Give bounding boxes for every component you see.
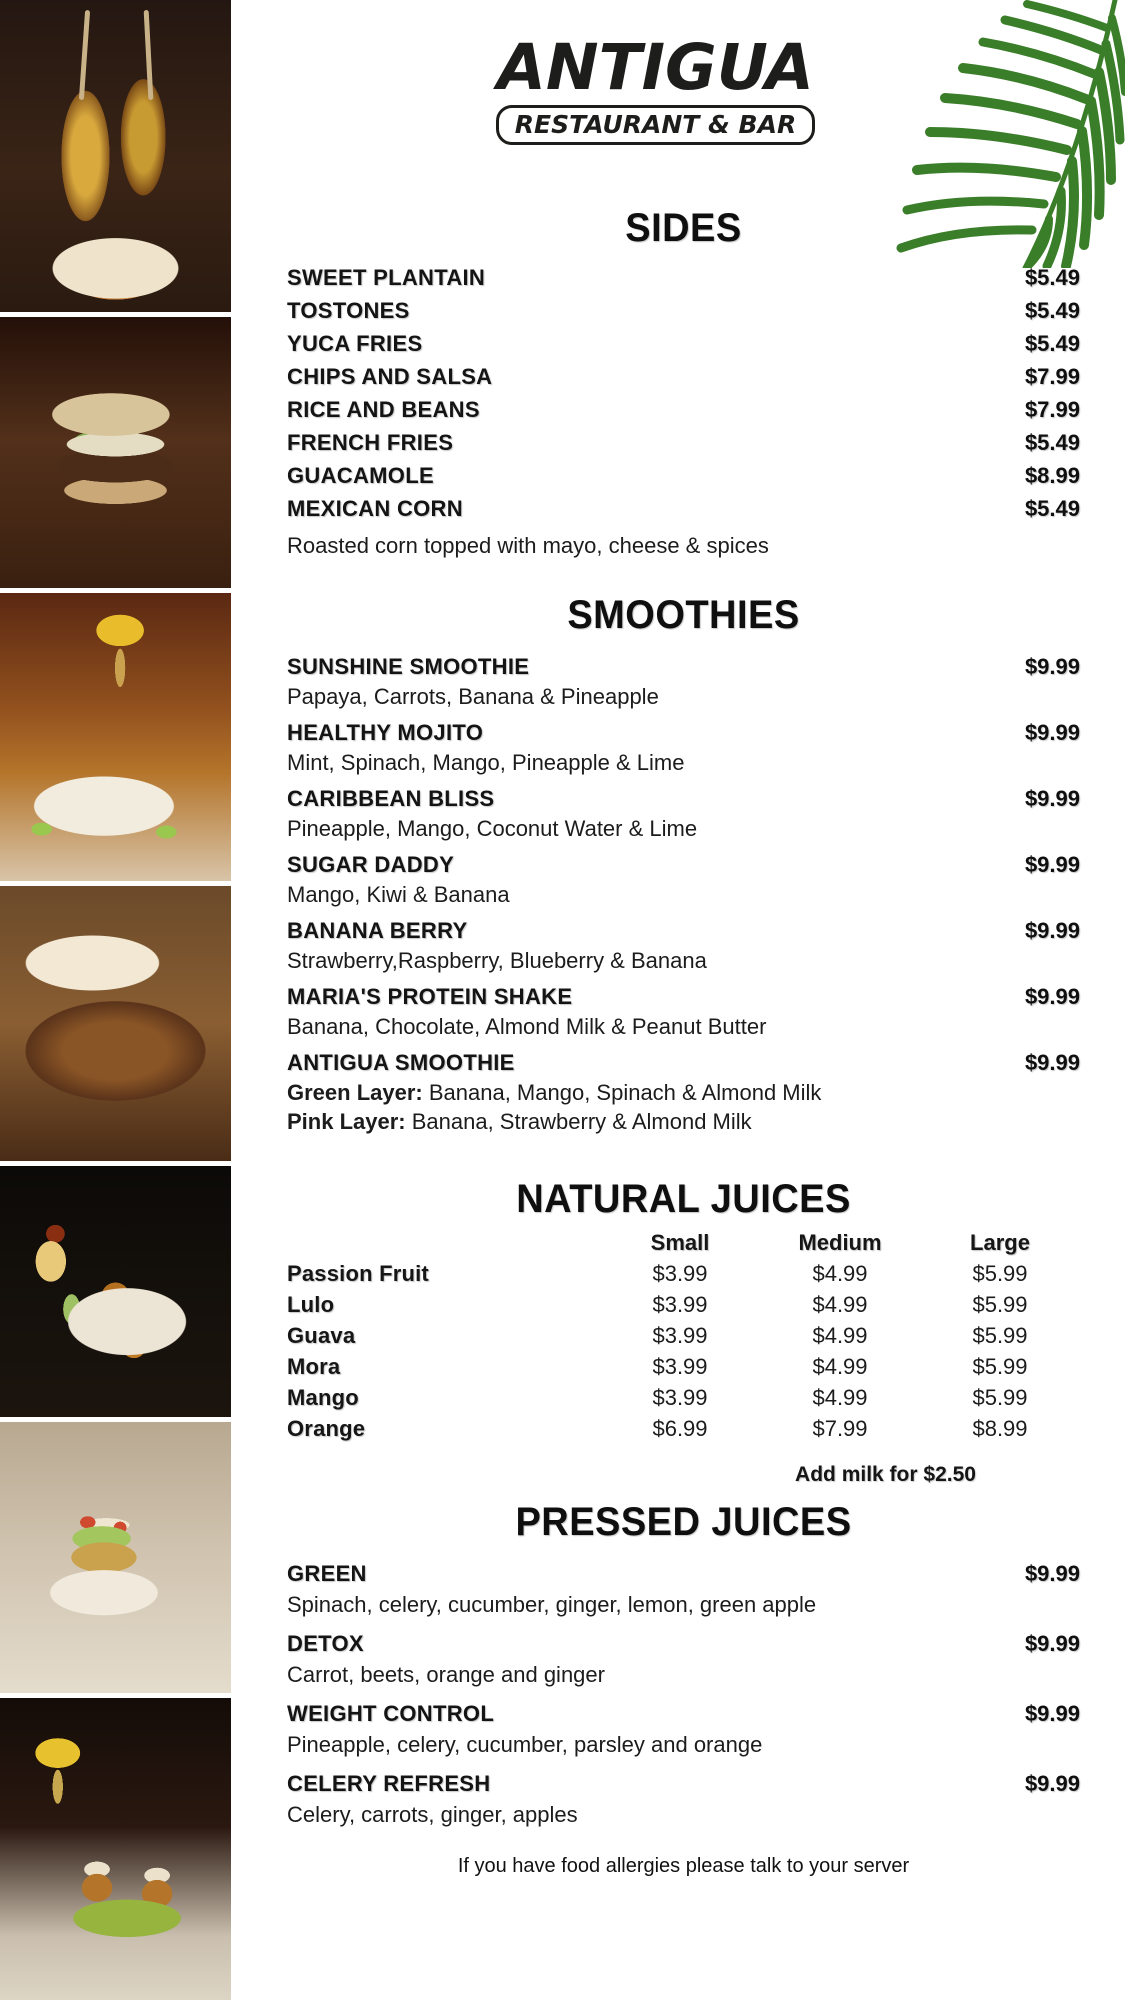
layer-label: Green Layer: [287, 1080, 423, 1105]
menu-row [287, 265, 1080, 298]
column-header-large: Large [970, 1230, 1030, 1255]
menu-row [287, 984, 1080, 1012]
menu-row [287, 397, 1080, 430]
menu-row [287, 1561, 1080, 1590]
item-description: Banana, Chocolate, Almond Milk & Peanut Butter [287, 1014, 767, 1039]
juice-price: $5.99 [972, 1261, 1028, 1286]
item-price: $5.49 [1024, 496, 1080, 521]
item-name: GREEN [287, 1561, 367, 1586]
menu-item [287, 654, 1080, 711]
table-corner [287, 1230, 600, 1261]
menu-item [287, 1561, 1080, 1619]
juice-price: $4.99 [812, 1385, 868, 1410]
item-name: DETOX [287, 1631, 364, 1656]
item-price: $5.49 [1024, 265, 1080, 290]
section-title-pressed-juices: PRESSED JUICES [515, 1500, 852, 1544]
item-price: $5.49 [1024, 298, 1080, 323]
juice-price: $4.99 [812, 1292, 868, 1317]
juice-price: $6.99 [652, 1416, 708, 1441]
menu-row [287, 720, 1080, 748]
item-price: $9.99 [1024, 1050, 1080, 1075]
juice-price: $7.99 [812, 1416, 868, 1441]
layer-label: Pink Layer: [287, 1109, 406, 1134]
menu-item [287, 1771, 1080, 1829]
item-description: Pineapple, celery, cucumber, parsley and orange [287, 1732, 763, 1757]
item-price: $9.99 [1024, 1771, 1080, 1796]
menu-item [287, 918, 1080, 975]
menu-row [287, 1050, 1080, 1078]
palm-leaf-icon [875, 0, 1125, 268]
juice-name: Guava [287, 1323, 356, 1348]
item-description: Mango, Kiwi & Banana [287, 882, 510, 907]
menu-row [287, 786, 1080, 814]
item-name: HEALTHY MOJITO [287, 720, 484, 745]
juice-price: $5.99 [972, 1292, 1028, 1317]
menu-row [287, 852, 1080, 880]
juice-price: $3.99 [652, 1292, 708, 1317]
juice-price: $8.99 [972, 1416, 1028, 1441]
item-description: Celery, carrots, ginger, apples [287, 1802, 578, 1827]
item-price: $9.99 [1024, 654, 1080, 679]
item-price: $7.99 [1024, 397, 1080, 422]
item-price: $8.99 [1024, 463, 1080, 488]
item-description: Pineapple, Mango, Coconut Water & Lime [287, 816, 698, 841]
add-milk-note: Add milk for $2.50 [795, 1463, 976, 1486]
item-price: $9.99 [1024, 984, 1080, 1009]
photo-mexican-corn [0, 0, 231, 312]
item-price: $9.99 [1024, 852, 1080, 877]
item-name: RICE AND BEANS [287, 397, 480, 422]
item-name: WEIGHT CONTROL [287, 1701, 495, 1726]
item-name: MEXICAN CORN [287, 496, 463, 521]
item-price: $9.99 [1024, 1631, 1080, 1656]
item-name: MARIA'S PROTEIN SHAKE [287, 984, 573, 1009]
menu-row [287, 1771, 1080, 1800]
menu-row [287, 364, 1080, 397]
column-header-small: Small [650, 1230, 710, 1255]
item-price: $9.99 [1024, 720, 1080, 745]
item-description: Spinach, celery, cucumber, ginger, lemon, green apple [287, 1592, 817, 1617]
photo-pulled-pork-arepa [0, 886, 231, 1161]
natural-juices-table [287, 1230, 1080, 1447]
item-description [287, 1078, 1080, 1107]
column-header-medium: Medium [798, 1230, 882, 1255]
section-title-sides: SIDES [625, 206, 742, 250]
juice-name: Mora [287, 1354, 341, 1379]
item-name: CELERY REFRESH [287, 1771, 491, 1796]
brand-tagline-badge: RESTAURANT & BAR [496, 105, 815, 145]
juice-price: $4.99 [812, 1261, 868, 1286]
item-description: Carrot, beets, orange and ginger [287, 1662, 605, 1687]
item-description: Papaya, Carrots, Banana & Pineapple [287, 684, 659, 709]
brand-name: ANTIGUA [497, 31, 814, 104]
item-price: $9.99 [1024, 1561, 1080, 1586]
juice-price: $5.99 [972, 1354, 1028, 1379]
juice-price: $3.99 [652, 1354, 708, 1379]
juice-price: $5.99 [972, 1385, 1028, 1410]
menu-item [287, 852, 1080, 909]
menu-row [287, 298, 1080, 331]
menu-row [287, 1631, 1080, 1660]
item-name: CHIPS AND SALSA [287, 364, 493, 389]
photo-strip [0, 0, 231, 2000]
juice-price: $4.99 [812, 1354, 868, 1379]
juice-name: Lulo [287, 1292, 335, 1317]
item-name: BANANA BERRY [287, 918, 468, 943]
menu-item [287, 1050, 1080, 1136]
photo-margarita-tostones [0, 1698, 231, 2000]
item-price: $9.99 [1024, 918, 1080, 943]
menu-content [231, 0, 1125, 2000]
item-price: $7.99 [1024, 364, 1080, 389]
menu-item [287, 1701, 1080, 1759]
menu-row [287, 496, 1080, 529]
menu-row [287, 1701, 1080, 1730]
item-price: $9.99 [1024, 786, 1080, 811]
layer-text: Banana, Strawberry & Almond Milk [405, 1109, 752, 1134]
item-name: SUGAR DADDY [287, 852, 455, 877]
layer-text: Banana, Mango, Spinach & Almond Milk [422, 1080, 822, 1105]
item-description: Roasted corn topped with mayo, cheese & spices [287, 533, 769, 558]
item-price: $5.49 [1024, 430, 1080, 455]
juice-name: Orange [287, 1416, 366, 1441]
menu-row [287, 430, 1080, 463]
menu-row [287, 918, 1080, 946]
photo-loaded-tostada [0, 1422, 231, 1693]
menu-row [287, 463, 1080, 496]
item-name: SUNSHINE SMOOTHIE [287, 654, 530, 679]
menu-item [287, 720, 1080, 777]
juice-price: $4.99 [812, 1323, 868, 1348]
menu-row [287, 654, 1080, 682]
item-name: CARIBBEAN BLISS [287, 786, 495, 811]
juice-price: $3.99 [652, 1261, 708, 1286]
pressed-juices-list [287, 1561, 1080, 1829]
section-title-natural-juices: NATURAL JUICES [516, 1177, 851, 1221]
item-name: YUCA FRIES [287, 331, 423, 356]
menu-row [287, 331, 1080, 364]
item-name: TOSTONES [287, 298, 410, 323]
sides-list [287, 265, 1080, 560]
menu-item [287, 984, 1080, 1041]
smoothies-list [287, 654, 1080, 1136]
menu-item [287, 1631, 1080, 1689]
juice-price: $3.99 [652, 1323, 708, 1348]
item-description [287, 1107, 1080, 1136]
item-price: $9.99 [1024, 1701, 1080, 1726]
allergy-note: If you have food allergies please talk to your server [457, 1855, 910, 1877]
photo-chicken-wings-fries [0, 1166, 231, 1417]
section-title-smoothies: SMOOTHIES [567, 593, 800, 637]
juice-name: Passion Fruit [287, 1261, 429, 1286]
juice-price: $5.99 [972, 1323, 1028, 1348]
item-price: $5.49 [1024, 331, 1080, 356]
item-description: Strawberry,Raspberry, Blueberry & Banana [287, 948, 707, 973]
item-name: ANTIGUA SMOOTHIE [287, 1050, 515, 1075]
item-name: GUACAMOLE [287, 463, 434, 488]
photo-arepa-sandwich [0, 317, 231, 588]
item-description: Mint, Spinach, Mango, Pineapple & Lime [287, 750, 685, 775]
item-name: FRENCH FRIES [287, 430, 454, 455]
juice-price: $3.99 [652, 1385, 708, 1410]
item-name: SWEET PLANTAIN [287, 265, 486, 290]
menu-item [287, 786, 1080, 843]
juice-name: Mango [287, 1385, 359, 1410]
photo-margarita-stuffed-plantain [0, 593, 231, 881]
